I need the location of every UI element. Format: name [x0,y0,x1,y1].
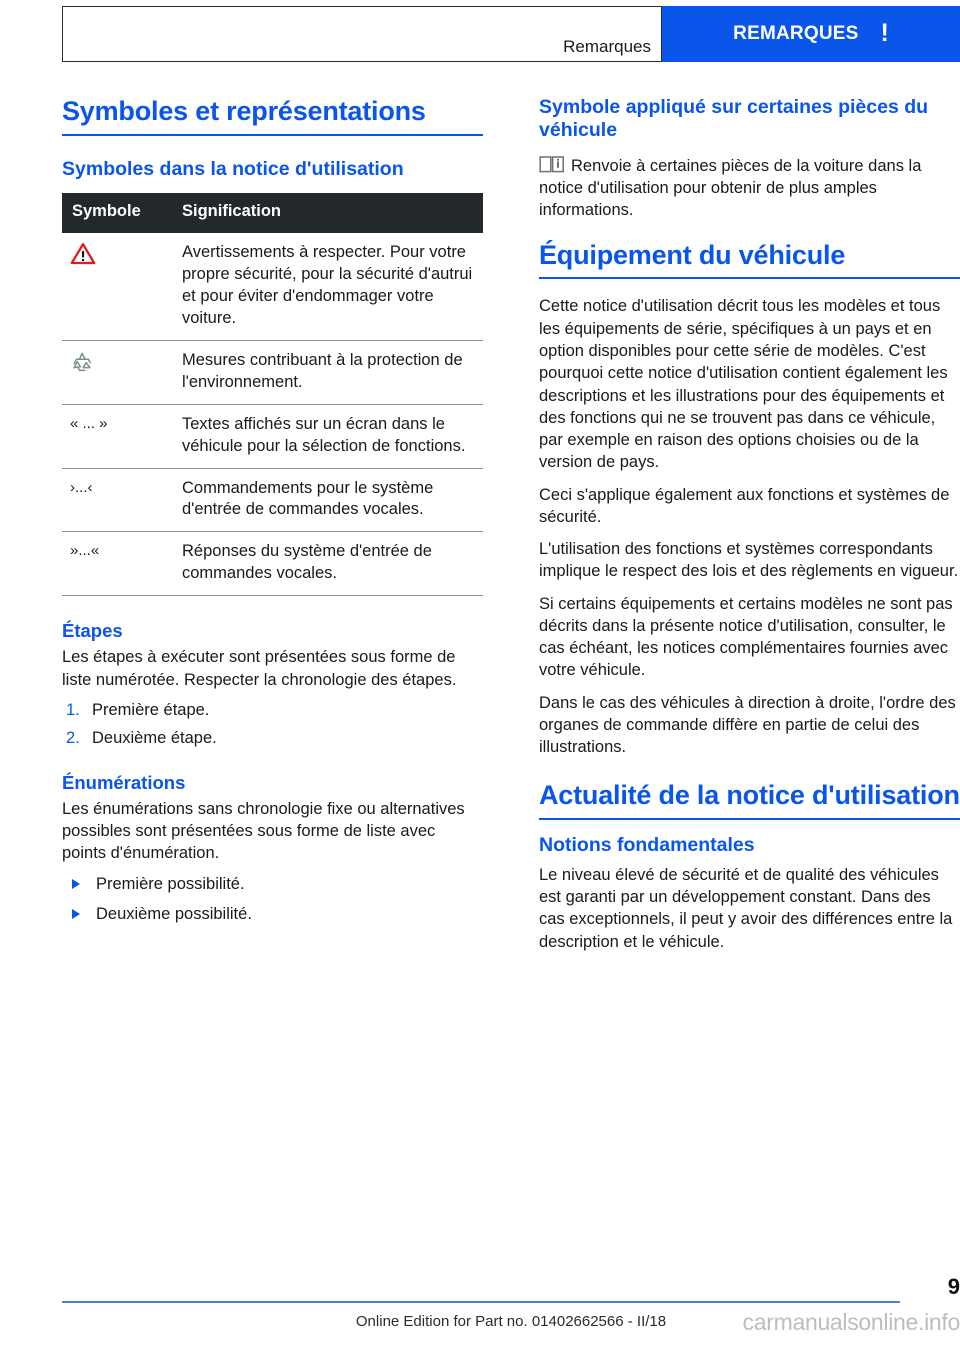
table-row [62,340,483,404]
page-footer [62,1272,960,1336]
list-item [62,699,483,721]
list-item-number: 1. [66,701,80,720]
table-row [62,532,483,596]
list-item-label: Première possibilité. [96,874,245,893]
right-column [539,96,960,1266]
enumerations-paragraph: Les énumérations sans chronologie fixe ou alternatives possibles sont présentées sous forme de liste avec points d'énumération. [62,799,465,863]
list-item-label: Première étape. [92,701,210,720]
left-column [62,96,483,1266]
table-cell-symbol: « ... » [62,404,172,468]
section-heading-enumerations: Énumérations [62,771,186,793]
list-item-number: 2. [66,729,80,748]
actualite-rule [539,818,960,820]
table-cell-meaning: Mesures contribuant à la protection de l'environnement. [172,340,483,404]
section-heading-etapes: Étapes [62,620,123,642]
list-item [62,727,483,749]
page-title: Symboles et représentations [62,96,426,126]
header-left-box [62,6,662,62]
equipement-paragraph: Dans le cas des véhicules à direction à droite, l'ordre des organes de commande diffère en partie de celui des illustrations. [539,693,956,757]
list-item-label: Deuxième étape. [92,729,217,748]
table-cell-symbol: »...« [62,532,172,596]
triangle-bullet-icon [72,879,80,889]
list-item [62,903,483,925]
footer-rule [62,1301,900,1303]
notions-paragraph: Le niveau élevé de sécurité et de qualité des véhicules est garanti par un développement constant. Dans des cas exceptionnels, il peut y avoir des différences entre la description et le véhicule. [539,865,953,951]
etapes-paragraph: Les étapes à exécuter sont présentées sous forme de liste numérotée. Respecter la chronologie des étapes. [62,648,457,689]
etapes-list [62,699,483,750]
list-item-label: Deuxième possibilité. [96,904,252,923]
table-cell-symbol [62,233,172,340]
enumerations-list [62,873,483,926]
equipement-paragraph: Cette notice d'utilisation décrit tous les modèles et tous les équipements de série, spécifiques à un pays et en option disponibles pour cette série de modèles. C'est pourquoi cette notice d'utilisation contient également les descriptions et les illustrations pour des équipements et des fonctions qui ne se trouvent pas dans ce véhicule, par exemple en raison des options choisies ou de la version de pays. [539,297,948,472]
exclamation-icon: ! [880,18,889,47]
triangle-bullet-icon [72,909,80,919]
table-row [62,404,483,468]
title-rule [62,134,483,136]
page-body [62,96,960,1266]
section-heading-equipement: Équipement du véhicule [539,239,846,270]
header-chapter-tab-label: REMARQUES [733,23,859,44]
symbols-table [62,193,483,596]
site-watermark: carmanualsonline.info [742,1309,960,1335]
header-chapter-tab [662,6,960,62]
equipement-paragraph: L'utilisation des fonctions et systèmes correspondants implique le respect des lois et des règlements en vigueur. [539,540,959,581]
table-cell-meaning: Réponses du système d'entrée de commandes vocales. [172,532,483,596]
table-cell-meaning: Textes affichés sur un écran dans le véhicule pour la sélection de fonctions. [172,404,483,468]
section-heading-symbole-piece: Symbole appliqué sur certaines pièces du véhicule [539,96,929,142]
equipement-paragraph: Ceci s'applique également aux fonctions et systèmes de sécurité. [539,485,950,526]
table-header-signification: Signification [172,193,483,233]
table-row [62,233,483,340]
section-heading-notions: Notions fondamentales [539,834,755,857]
table-cell-symbol [62,340,172,404]
table-cell-meaning: Commandements pour le système d'entrée de commandes vocales. [172,468,483,532]
footer-edition-text: Online Edition for Part no. 01402662566 - II/18 [355,1313,667,1330]
equipement-paragraph: Si certains équipements et certains modèles ne sont pas décrits dans la présente notice d'utilisation, consulter, le cas échéant, les notices complémentaires fournies avec votre véhicule. [539,594,953,680]
section-heading-actualite: Actualité de la notice d'utilisation [539,780,960,811]
table-row [62,468,483,532]
manual-book-icon [539,155,565,174]
recycling-icon [70,350,94,374]
page-number: 9 [947,1274,960,1299]
table-cell-symbol: ›...‹ [62,468,172,532]
equipement-rule [539,277,960,279]
symbole-piece-paragraph [539,155,960,222]
warning-triangle-icon [70,242,96,265]
running-header [62,6,960,62]
header-chapter-label: Remarques [563,37,651,56]
table-cell-meaning: Avertissements à respecter. Pour votre propre sécurité, pour la sécurité d'autrui et pour éviter d'endommager votre voiture. [172,233,483,340]
list-item [62,873,483,895]
table-header-row [62,193,483,233]
table-header-symbole: Symbole [62,193,172,233]
symbole-piece-text: Renvoie à certaines pièces de la voiture dans la notice d'utilisation pour obtenir de plus amples informations. [539,156,922,220]
section-heading-symbols: Symboles dans la notice d'utilisation [62,157,404,180]
